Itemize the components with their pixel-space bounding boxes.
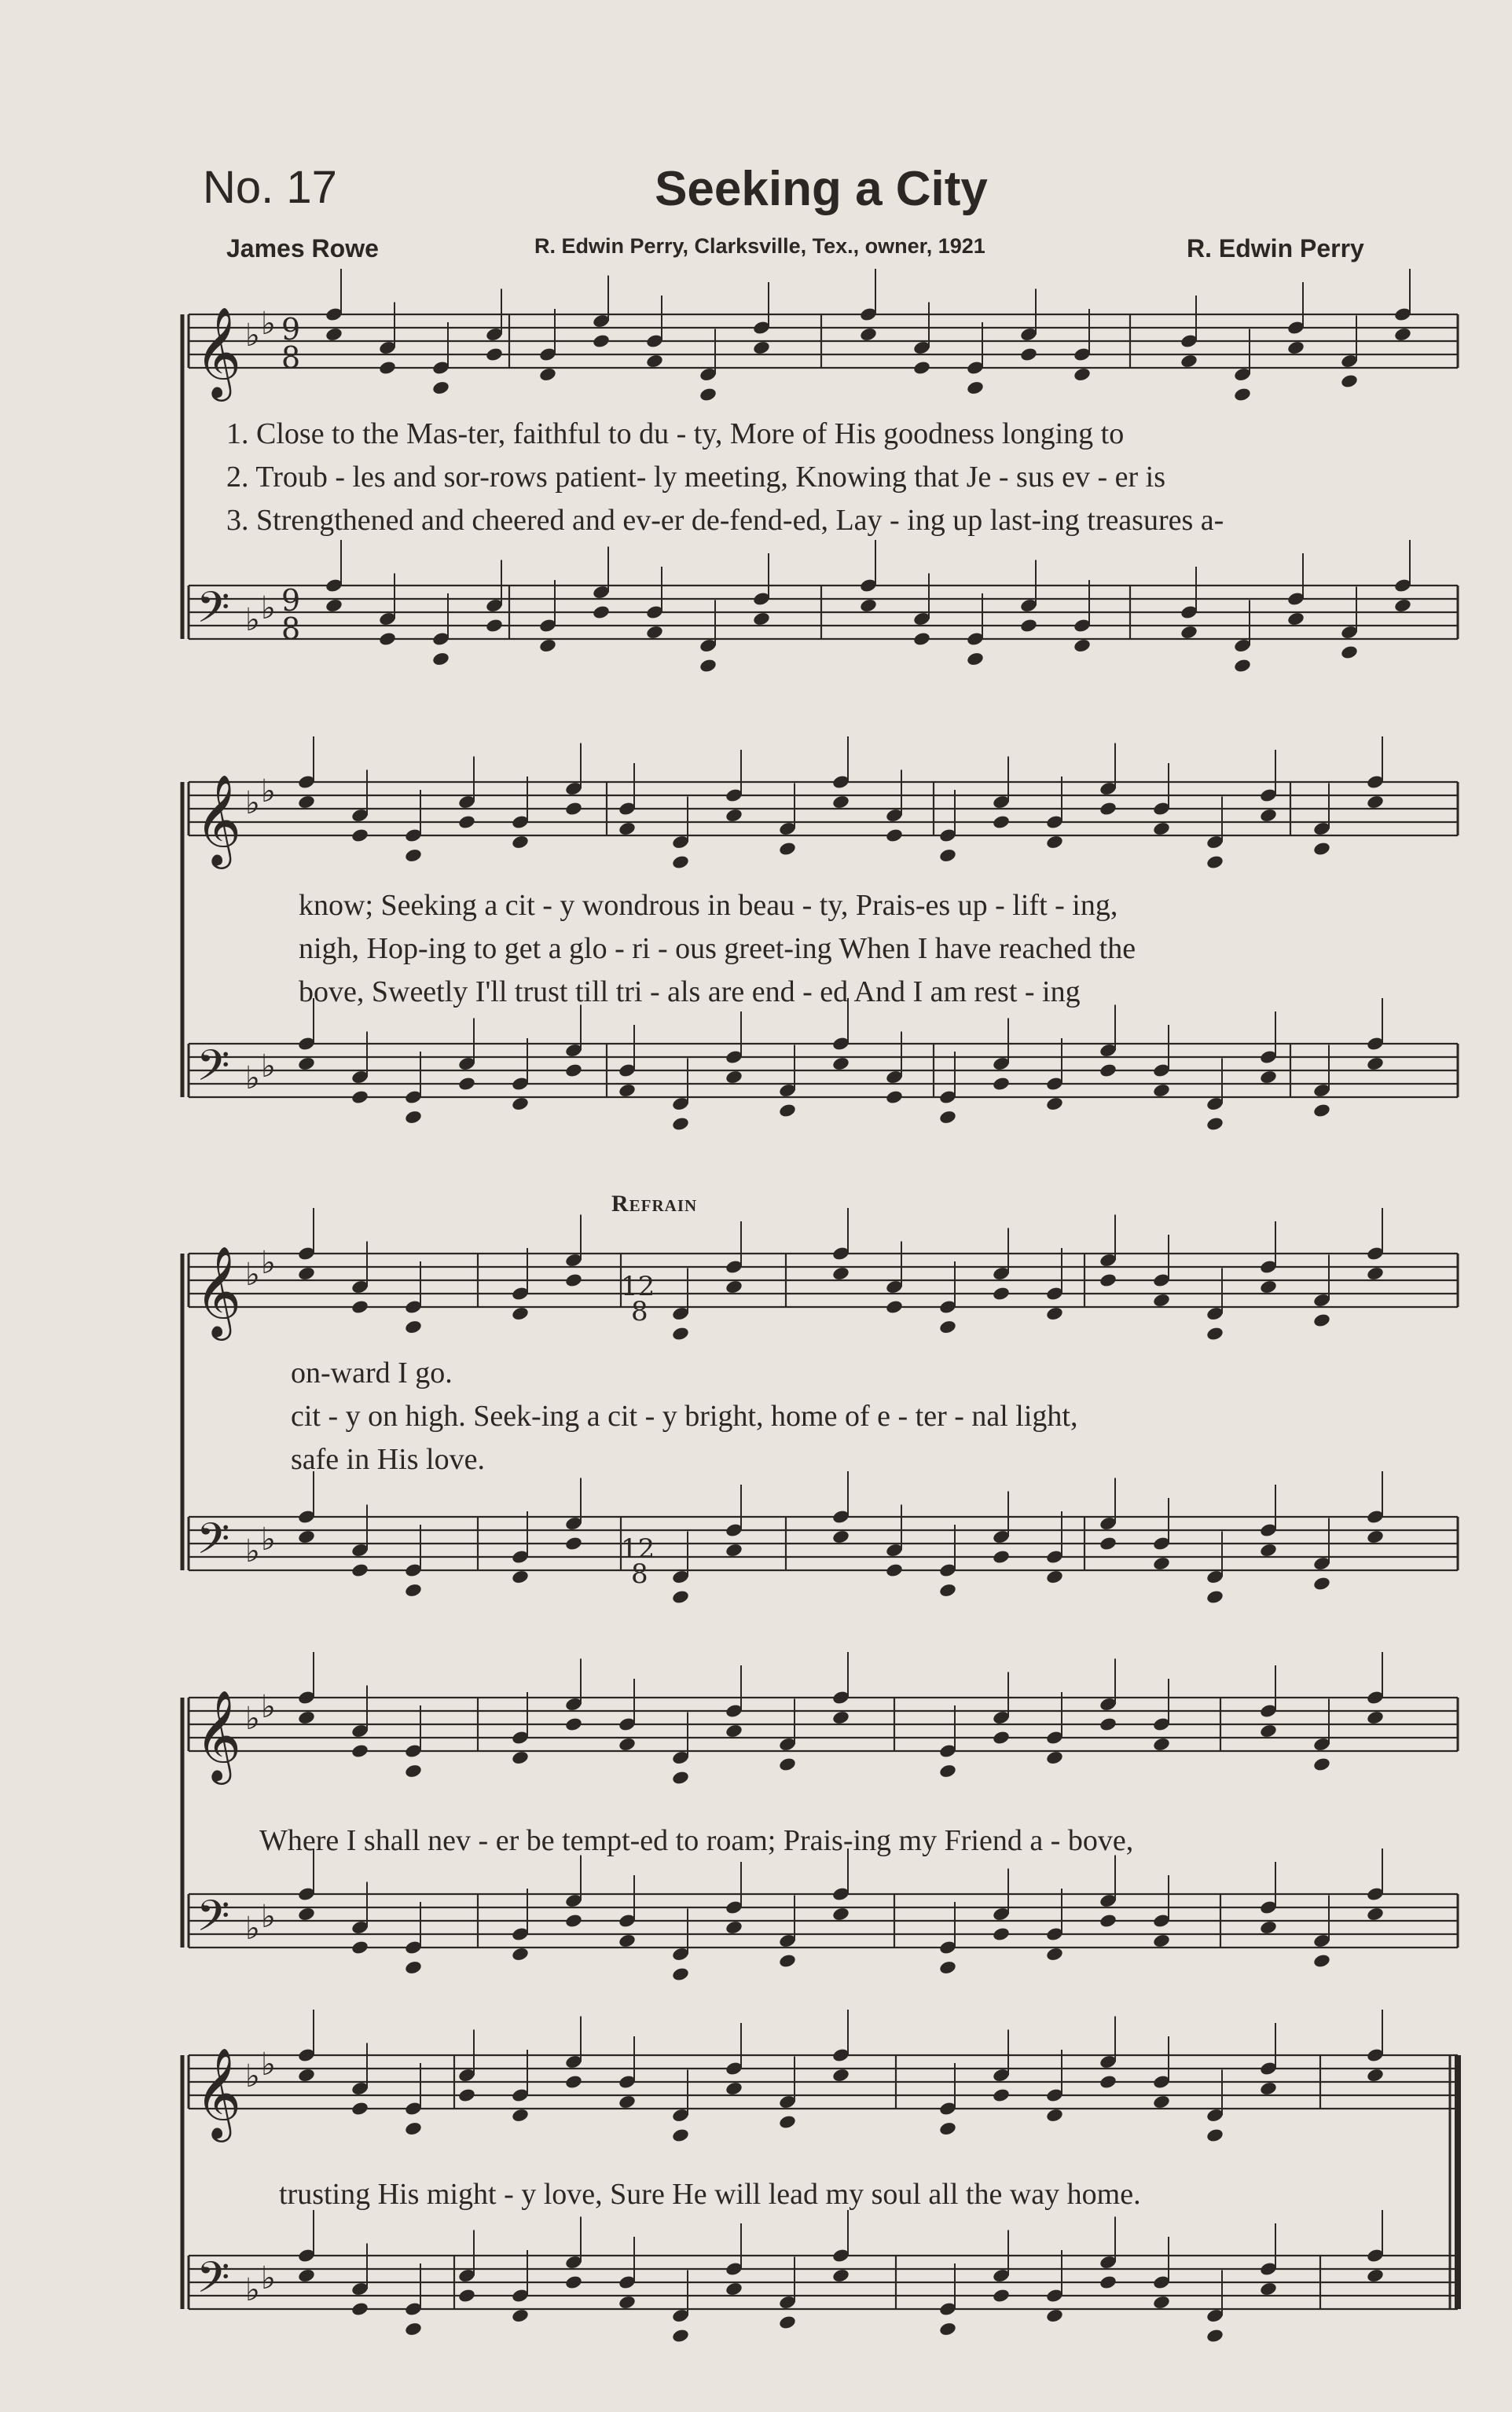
note-head	[511, 1750, 530, 1766]
note-head	[592, 333, 611, 349]
note-head	[1045, 1569, 1064, 1585]
flat-icon: ♭	[261, 1048, 276, 1085]
time-signature: 8	[631, 1558, 648, 1590]
note-head	[831, 2068, 850, 2083]
note-head	[831, 1710, 850, 1726]
note-head	[1286, 340, 1305, 356]
note-head	[1312, 1312, 1331, 1328]
note-head	[725, 1724, 743, 1739]
note-head	[725, 808, 743, 824]
note-head	[1312, 1953, 1331, 1969]
note-head	[1233, 658, 1252, 674]
note-head	[938, 1110, 957, 1125]
note-head	[297, 1529, 316, 1545]
lyric-s2-verse2: nigh, Hop-ing to get a glo - ri - ous greet-ing When I have reached the	[299, 932, 1136, 965]
note-head	[325, 598, 343, 614]
note-head	[511, 2308, 530, 2324]
note-head	[778, 1953, 797, 1969]
flat-icon: ♭	[245, 785, 260, 821]
bass-clef-icon: 𝄢	[196, 1041, 230, 1101]
note-head	[1099, 1063, 1117, 1078]
note-head	[1045, 1947, 1064, 1962]
note-head	[645, 354, 664, 369]
note-head	[1045, 1096, 1064, 1112]
flat-icon: ♭	[261, 306, 276, 342]
note-head	[1366, 1710, 1385, 1726]
note-head	[699, 658, 717, 674]
note-head	[564, 2274, 583, 2290]
note-head	[1045, 2308, 1064, 2324]
note-head	[538, 367, 557, 383]
note-head	[778, 1757, 797, 1772]
note-head	[1259, 1279, 1278, 1295]
note-head	[618, 1083, 637, 1099]
note-head	[564, 1063, 583, 1078]
note-head	[350, 1299, 369, 1315]
note-head	[1073, 367, 1092, 383]
note-head	[1019, 347, 1038, 362]
note-head	[1152, 821, 1171, 837]
note-head	[1099, 1272, 1117, 1288]
note-head	[778, 841, 797, 857]
note-head	[1206, 854, 1224, 870]
note-head	[992, 1286, 1011, 1301]
note-head	[297, 795, 316, 810]
note-head	[1206, 1589, 1224, 1605]
flat-icon: ♭	[245, 1257, 260, 1293]
lyric-s2-verse3: bove, Sweetly I'll trust till tri - als are end - ed And I am rest - ing	[299, 975, 1081, 1008]
note-head	[885, 1089, 904, 1105]
lyricist-credit: James Rowe	[226, 234, 379, 262]
note-head	[1099, 1913, 1117, 1929]
note-head	[592, 604, 611, 620]
note-head	[511, 835, 530, 850]
note-head	[350, 1743, 369, 1759]
note-head	[1045, 2108, 1064, 2124]
note-head	[725, 1920, 743, 1936]
flat-icon: ♭	[261, 773, 276, 810]
note-head	[1259, 1543, 1278, 1558]
flat-icon: ♭	[261, 2047, 276, 2083]
time-signature: 9	[281, 583, 301, 618]
note-head	[511, 1947, 530, 1962]
note-head	[992, 2087, 1011, 2103]
note-head	[538, 638, 557, 654]
note-head	[1259, 808, 1278, 824]
note-head	[1019, 618, 1038, 633]
note-head	[885, 1299, 904, 1315]
note-head	[1366, 1529, 1385, 1545]
note-head	[938, 2121, 957, 2137]
note-head	[645, 625, 664, 641]
note-head	[1393, 598, 1412, 614]
time-signature: 9	[281, 312, 301, 347]
note-head	[671, 1966, 690, 1982]
note-head	[564, 801, 583, 817]
flat-icon: ♭	[261, 2260, 276, 2296]
note-head	[671, 1770, 690, 1786]
note-head	[831, 795, 850, 810]
note-head	[1099, 801, 1117, 817]
note-head	[618, 2295, 637, 2311]
note-head	[725, 1543, 743, 1558]
note-head	[1206, 2127, 1224, 2143]
note-head	[1312, 841, 1331, 857]
note-head	[511, 1569, 530, 1585]
note-head	[699, 387, 717, 402]
note-head	[831, 1907, 850, 1922]
note-head	[1180, 625, 1198, 641]
note-head	[1152, 1083, 1171, 1099]
note-head	[1340, 373, 1359, 389]
treble-clef-icon: 𝄞	[195, 1245, 242, 1337]
note-head	[938, 1960, 957, 1976]
note-head	[992, 1076, 1011, 1092]
note-head	[671, 2328, 690, 2344]
note-head	[1259, 1724, 1278, 1739]
note-head	[671, 1589, 690, 1605]
note-head	[1366, 2268, 1385, 2284]
lyric-s4-refrain: Where I shall nev - er be tempt-ed to roam; Prais-ing my Friend a - bove,	[259, 1824, 1134, 1857]
note-head	[966, 652, 985, 667]
note-head	[297, 2268, 316, 2284]
note-head	[992, 2288, 1011, 2304]
flat-icon: ♭	[245, 1533, 260, 1569]
time-signature: 8	[631, 1296, 648, 1327]
note-head	[378, 360, 397, 376]
note-head	[831, 1266, 850, 1282]
composer-credit: R. Edwin Perry	[1187, 234, 1364, 262]
note-head	[1099, 2274, 1117, 2290]
note-head	[297, 1266, 316, 1282]
note-head	[325, 327, 343, 343]
note-head	[350, 1940, 369, 1955]
note-head	[966, 380, 985, 396]
note-head	[1152, 2295, 1171, 2311]
note-head	[752, 340, 771, 356]
note-head	[938, 848, 957, 864]
note-head	[1152, 1293, 1171, 1309]
note-head	[378, 631, 397, 647]
note-head	[350, 1089, 369, 1105]
note-head	[1312, 1103, 1331, 1118]
note-head	[618, 821, 637, 837]
lyric-s3-verse3: safe in His love.	[291, 1443, 485, 1476]
lyric-s5-refrain: trusting His might - y love, Sure He will lead my soul all the way home.	[279, 2178, 1141, 2211]
note-head	[297, 1056, 316, 1072]
note-head	[725, 2282, 743, 2297]
note-head	[1259, 2282, 1278, 2297]
note-head	[992, 1549, 1011, 1565]
time-signature: 8	[281, 611, 301, 646]
flat-icon: ♭	[261, 1245, 276, 1281]
note-head	[992, 814, 1011, 830]
refrain-label: Refrain	[611, 1191, 698, 1217]
note-head	[671, 1116, 690, 1132]
note-head	[1073, 638, 1092, 654]
note-head	[404, 2322, 423, 2337]
time-signature: 12	[621, 1533, 655, 1565]
note-head	[564, 1272, 583, 1288]
note-head	[671, 1326, 690, 1342]
note-head	[1366, 2068, 1385, 2083]
note-head	[457, 814, 476, 830]
note-head	[297, 2068, 316, 2083]
note-head	[992, 1730, 1011, 1746]
note-head	[350, 2101, 369, 2116]
note-head	[1233, 387, 1252, 402]
note-head	[1393, 327, 1412, 343]
note-head	[992, 1926, 1011, 1942]
note-head	[618, 1737, 637, 1753]
note-head	[1099, 1716, 1117, 1732]
note-head	[752, 611, 771, 627]
note-head	[404, 1583, 423, 1599]
note-head	[885, 828, 904, 843]
note-head	[350, 1562, 369, 1578]
flat-icon: ♭	[245, 1060, 260, 1096]
note-head	[511, 1306, 530, 1322]
note-head	[1312, 1576, 1331, 1591]
flat-icon: ♭	[245, 602, 260, 638]
note-head	[297, 1710, 316, 1726]
lyric-s1-verse3: 3. Strengthened and cheered and ev-er de-fend-ed, Lay - ing up last-ing treasures a-	[226, 504, 1224, 537]
note-head	[404, 848, 423, 864]
note-head	[564, 1913, 583, 1929]
copyright-notice: R. Edwin Perry, Clarksville, Tex., owner, 1921	[534, 234, 985, 258]
flat-icon: ♭	[261, 590, 276, 626]
note-head	[431, 652, 450, 667]
note-head	[938, 1320, 957, 1335]
note-head	[404, 1764, 423, 1779]
note-head	[1366, 1056, 1385, 1072]
note-head	[938, 1583, 957, 1599]
note-head	[1152, 1933, 1171, 1949]
note-head	[725, 2081, 743, 2097]
note-head	[511, 2108, 530, 2124]
flat-icon: ♭	[245, 1911, 260, 1947]
lyric-s1-verse1: 1. Close to the Mas-ter, faithful to du - ty, More of His goodness longing to	[226, 417, 1125, 450]
note-head	[1180, 354, 1198, 369]
note-head	[912, 360, 931, 376]
note-head	[831, 1056, 850, 1072]
note-head	[1259, 2081, 1278, 2097]
note-head	[1206, 1116, 1224, 1132]
time-signature: 8	[281, 340, 301, 375]
note-head	[859, 598, 878, 614]
lyric-s2-verse1: know; Seeking a cit - y wondrous in beau - ty, Prais-es up - lift - ing,	[299, 889, 1118, 922]
note-head	[1366, 1266, 1385, 1282]
flat-icon: ♭	[245, 318, 260, 354]
note-head	[1045, 835, 1064, 850]
note-head	[564, 1536, 583, 1551]
lyric-s3-verse1: on-ward I go.	[291, 1357, 453, 1390]
note-head	[885, 1562, 904, 1578]
note-head	[671, 2127, 690, 2143]
note-head	[725, 1279, 743, 1295]
flat-icon: ♭	[245, 1701, 260, 1737]
note-head	[404, 1320, 423, 1335]
note-head	[1099, 1536, 1117, 1551]
bass-clef-icon: 𝄢	[196, 1891, 230, 1951]
note-head	[1152, 2094, 1171, 2110]
note-head	[831, 2268, 850, 2284]
note-head	[1366, 795, 1385, 810]
note-head	[1152, 1556, 1171, 1572]
note-head	[1099, 2074, 1117, 2090]
note-head	[404, 2121, 423, 2137]
note-head	[350, 2301, 369, 2317]
note-head	[1286, 611, 1305, 627]
note-head	[457, 2087, 476, 2103]
note-head	[618, 2094, 637, 2110]
note-head	[1152, 1737, 1171, 1753]
note-head	[404, 1110, 423, 1125]
treble-clef-icon: 𝄞	[195, 1689, 242, 1781]
note-head	[831, 1529, 850, 1545]
note-head	[859, 327, 878, 343]
note-head	[778, 2315, 797, 2330]
note-head	[1340, 644, 1359, 660]
note-head	[938, 1764, 957, 1779]
note-head	[725, 1070, 743, 1085]
treble-clef-icon: 𝄞	[195, 773, 242, 865]
bass-clef-icon: 𝄢	[196, 582, 230, 643]
note-head	[1206, 2328, 1224, 2344]
time-signature: 12	[621, 1271, 655, 1302]
flat-icon: ♭	[261, 1689, 276, 1725]
note-head	[431, 380, 450, 396]
note-head	[1045, 1750, 1064, 1766]
note-head	[938, 2322, 957, 2337]
hymn-number: No. 17	[203, 162, 337, 213]
hymn-title: Seeking a City	[655, 162, 988, 216]
note-head	[912, 631, 931, 647]
note-head	[350, 828, 369, 843]
note-head	[1206, 1326, 1224, 1342]
note-head	[778, 2114, 797, 2130]
note-head	[1312, 1757, 1331, 1772]
note-head	[564, 2074, 583, 2090]
note-head	[1259, 1920, 1278, 1936]
note-head	[564, 1716, 583, 1732]
lyric-s3-verse2: cit - y on high. Seek-ing a cit - y bright, home of e - ter - nal light,	[291, 1400, 1078, 1433]
note-head	[404, 1960, 423, 1976]
note-head	[485, 347, 504, 362]
flat-icon: ♭	[245, 2058, 260, 2094]
bass-clef-icon: 𝄢	[196, 2252, 230, 2313]
note-head	[618, 1933, 637, 1949]
flat-icon: ♭	[245, 2272, 260, 2308]
note-head	[297, 1907, 316, 1922]
note-head	[511, 1096, 530, 1112]
bass-clef-icon: 𝄢	[196, 1514, 230, 1574]
note-head	[1259, 1070, 1278, 1085]
note-head	[1045, 1306, 1064, 1322]
flat-icon: ♭	[261, 1522, 276, 1558]
note-head	[778, 1103, 797, 1118]
treble-clef-icon: 𝄞	[195, 2047, 242, 2138]
note-head	[457, 1076, 476, 1092]
note-head	[485, 618, 504, 633]
note-head	[671, 854, 690, 870]
flat-icon: ♭	[261, 1899, 276, 1935]
note-head	[457, 2288, 476, 2304]
treble-clef-icon: 𝄞	[195, 306, 242, 398]
lyric-s1-verse2: 2. Troub - les and sor-rows patient- ly meeting, Knowing that Je - sus ev - er is	[226, 461, 1166, 494]
note-head	[1366, 1907, 1385, 1922]
